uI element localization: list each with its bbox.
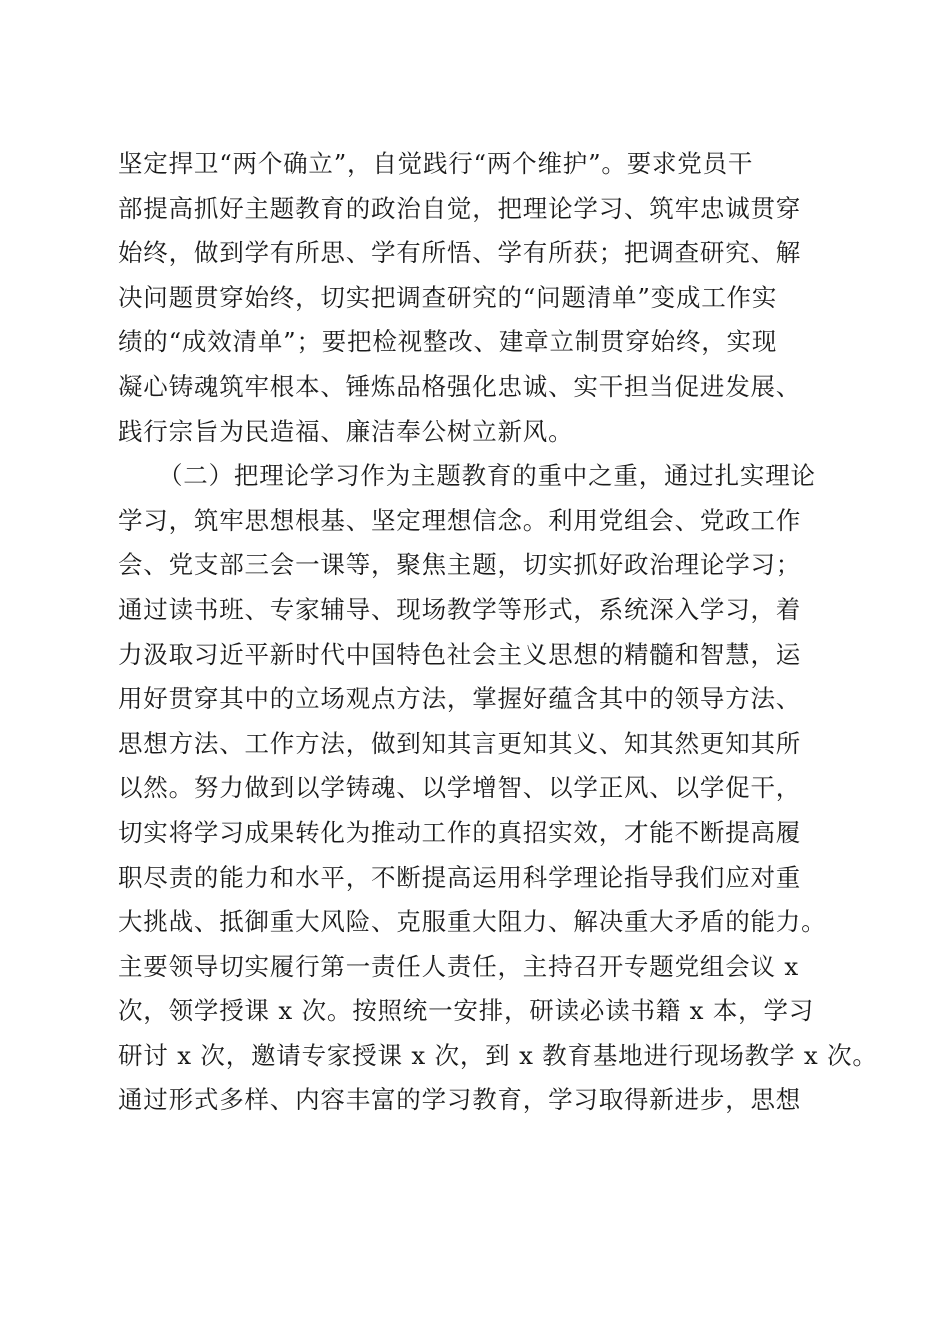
paragraph-line: 学习，筑牢思想根基、坚定理想信念。利用党组会、党政工作 [118, 505, 802, 535]
paragraph-line: 践行宗旨为民造福、廉洁奉公树立新风。 [118, 416, 574, 446]
paragraph-line: 次，领学授课 x 次。按照统一安排，研读必读书籍 x 本，学习 [118, 996, 815, 1026]
body-text [118, 142, 878, 1123]
paragraph-line: 通过读书班、专家辅导、现场教学等形式，系统深入学习，着 [118, 594, 802, 624]
paragraph-line: 决问题贯穿始终，切实把调查研究的“问题清单”变成工作实 [118, 282, 778, 312]
paragraph-line: 凝心铸魂筑牢根本、锤炼品格强化忠诚、实干担当促进发展、 [118, 371, 802, 401]
paragraph-line: 坚定捍卫“两个确立”，自觉践行“两个维护”。要求党员干 [118, 149, 754, 178]
paragraph-line: 会、党支部三会一课等，聚焦主题，切实抓好政治理论学习； [118, 550, 802, 580]
paragraph-line: 用好贯穿其中的立场观点方法，掌握好蕴含其中的领导方法、 [118, 684, 802, 714]
paragraph-line: 研讨 x 次，邀请专家授课 x 次，到 x 教育基地进行现场教学 x 次。 [118, 1040, 878, 1070]
paragraph-line: 职尽责的能力和水平，不断提高运用科学理论指导我们应对重 [118, 862, 802, 892]
paragraph-line: 主要领导切实履行第一责任人责任，主持召开专题党组会议 x [118, 951, 800, 981]
paragraph-line: 大挑战、抵御重大风险、克服重大阻力、解决重大矛盾的能力。 [118, 907, 827, 937]
paragraph-line: 以然。努力做到以学铸魂、以学增智、以学正风、以学促干， [118, 773, 802, 803]
paragraph-line: 切实将学习成果转化为推动工作的真招实效，才能不断提高履 [118, 817, 802, 847]
paragraph-line: 始终，做到学有所思、学有所悟、学有所获；把调查研究、解 [118, 238, 802, 268]
section-heading-line: （二）把理论学习作为主题教育的重中之重，通过扎实理论 [158, 461, 816, 491]
paragraph-line: 绩的“成效清单”；要把检视整改、建章立制贯穿始终，实现 [118, 327, 778, 357]
paragraph-line: 通过形式多样、内容丰富的学习教育，学习取得新进步，思想 [118, 1085, 802, 1115]
paragraph-line: 部提高抓好主题教育的政治自觉，把理论学习、筑牢忠诚贯穿 [118, 193, 802, 223]
paragraph-line: 思想方法、工作方法，做到知其言更知其义、知其然更知其所 [118, 728, 802, 758]
paragraph-line: 力汲取习近平新时代中国特色社会主义思想的精髓和智慧，运 [118, 639, 802, 669]
